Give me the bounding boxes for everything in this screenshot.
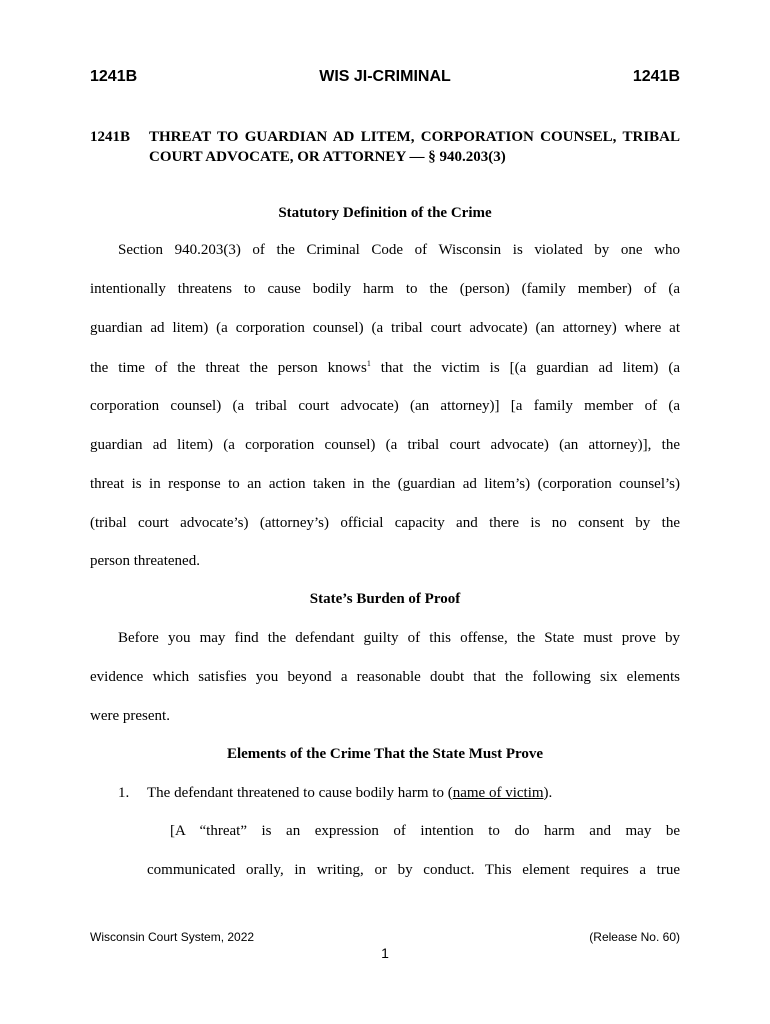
paragraph-line: (tribal court advocate’s) (attorney’s) official capacity and there is no consent by the [90, 515, 680, 531]
element-text-part: ). [543, 785, 553, 801]
section-heading-statutory-definition: Statutory Definition of the Crime [278, 205, 492, 221]
header-center-title: WIS JI-CRIMINAL [319, 68, 451, 85]
footer-publisher: Wisconsin Court System, 2022 [90, 930, 255, 944]
running-header [90, 68, 680, 90]
victim-name-placeholder: name of victim [452, 785, 544, 801]
footnote-reference[interactable]: 1 [366, 359, 371, 368]
element-list-item [0, 785, 680, 805]
element-text [147, 785, 552, 802]
paragraph-line: person threatened. [90, 553, 200, 569]
paragraph-line-part: the time of the threat the person knows [90, 360, 367, 376]
note-line: [A “threat” is an expression of intention to do harm and may be [170, 823, 680, 839]
element-text-part: The defendant threatened to cause bodily harm to ( [147, 785, 453, 801]
paragraph-line-part: that the victim is [(a guardian ad litem) (a [380, 360, 680, 376]
element-number: 1. [118, 785, 130, 801]
paragraph-line: were present. [90, 708, 170, 724]
paragraph-line: Before you may find the defendant guilty of this offense, the State must prove by [118, 630, 680, 646]
note-line: communicated orally, in writing, or by conduct. This element requires a true [147, 862, 680, 878]
header-left-code: 1241B [90, 68, 138, 85]
paragraph-line: threat is in response to an action taken in the (guardian ad litem’s) (corporation counsel’s) [90, 476, 680, 492]
instruction-number: 1241B [90, 129, 131, 145]
instruction-title [90, 127, 680, 167]
paragraph-line: guardian ad litem) (a corporation counsel) (a tribal court advocate) (an attorney)], the [90, 437, 680, 453]
paragraph-line [90, 359, 680, 379]
footer-release: (Release No. 60) [589, 930, 680, 944]
paragraph-line: evidence which satisfies you beyond a reasonable doubt that the following six elements [90, 669, 680, 685]
paragraph-line: corporation counsel) (a tribal court advocate) (an attorney)] [a family member of (a [90, 398, 680, 414]
page-number: 1 [381, 945, 389, 961]
section-heading-elements: Elements of the Crime That the State Must Prove [226, 746, 544, 762]
paragraph-line: guardian ad litem) (a corporation counsel) (a tribal court advocate) (an attorney) where at [90, 320, 680, 336]
paragraph-line: intentionally threatens to cause bodily harm to the (person) (family member) of (a [90, 281, 680, 297]
header-right-code: 1241B [632, 68, 680, 85]
instruction-title-text: THREAT TO GUARDIAN AD LITEM, CORPORATION COUNSEL, TRIBAL COURT ADVOCATE, OR ATTORNEY — § 940.203(3) [149, 129, 680, 165]
paragraph-line: Section 940.203(3) of the Criminal Code of Wisconsin is violated by one who [118, 242, 680, 258]
section-heading-burden-of-proof: State’s Burden of Proof [309, 591, 461, 607]
